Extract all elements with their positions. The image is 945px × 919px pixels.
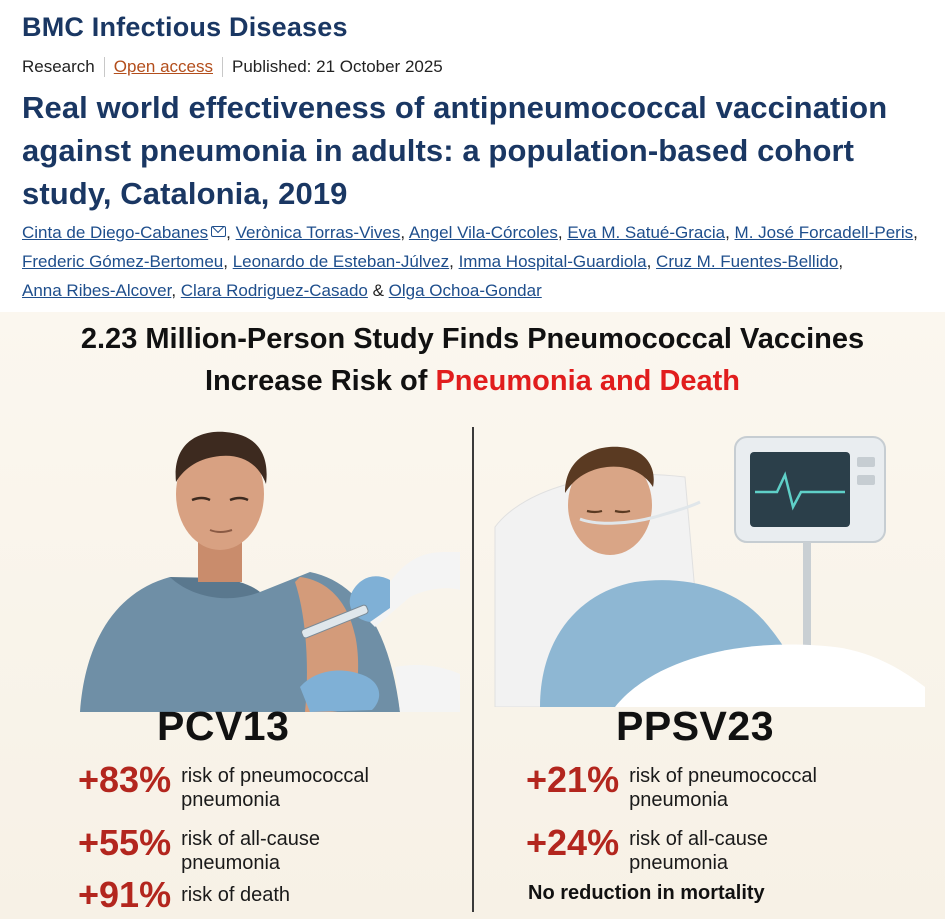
author-link[interactable]: Verònica Torras-Vives [235,223,401,242]
ppsv23-label: PPSV23 [616,703,774,749]
author-link[interactable]: Frederic Gómez-Bertomeu [22,252,224,271]
infographic-headline [0,318,945,402]
headline-highlight: Pneumonia and Death [435,365,741,397]
headline-line-2 [0,360,945,402]
stat-line: risk of pneumococcal [629,765,817,787]
stat-line: pneumonia [181,852,281,874]
stat-line: pneumonia [181,789,281,811]
author-link[interactable]: Leonardo de Esteban-Júlvez [232,252,450,271]
infographic [0,312,945,919]
pcv13-stat-2 [78,822,321,875]
pcv13-label: PCV13 [157,703,290,749]
stat-line: pneumonia [629,789,729,811]
email-icon[interactable] [211,226,226,237]
stat-line: risk of all-cause [181,828,321,850]
stat-description: risk of death [181,884,291,906]
author-link[interactable]: Olga Ochoa-Gondar [388,281,542,300]
journal-name[interactable]: BMC Infectious Diseases [22,12,348,42]
stat-description [181,763,369,812]
article-header [0,0,945,312]
headline-line-1: 2.23 Million-Person Study Finds Pneumococcal Vaccines [80,323,865,355]
author-link[interactable]: Cinta de Diego-Cabanes [22,223,209,242]
open-access-link[interactable]: Open access [113,57,213,76]
author-link[interactable]: Imma Hospital-Guardiola [458,252,647,271]
meta-divider [104,57,105,77]
author-link[interactable]: Angel Vila-Córcoles [408,223,558,242]
author-link[interactable]: M. José Forcadell-Peris [734,223,914,242]
stat-percentage: +55% [78,822,172,863]
stat-description [181,826,320,875]
stat-line: risk of pneumococcal [181,765,369,787]
author-ampersand: & [372,281,384,300]
stat-line: risk of all-cause [629,828,769,850]
vaccination-illustration [60,412,460,712]
author-list: Cinta de Diego-Cabanes , Verònica Torras-Vives, Angel Vila-Córcoles, Eva M. Satué-Gracia, M. José Forcadell-Peris, Frederic Gómez-Bertomeu, Leonardo de Esteban-Júlvez, Imma Hospital-Guardiola, Cruz M. Fuentes-Bellido, Anna Ribes-Alcover, Clara Rodriguez-Casado & Olga Ochoa-Gondar [22,223,918,300]
headline-prefix: Increase Risk of [204,365,436,397]
author-link[interactable]: Clara Rodriguez-Casado [180,281,368,300]
stat-description [629,826,768,875]
stat-percentage: +91% [78,874,172,915]
article-title: Real world effectiveness of antipneumococcal vaccination against pneumonia in adults: a population-based cohort study, Catalonia, 2019 [22,90,888,211]
vaccination-scene [60,412,460,712]
ppsv23-stat-2 [526,822,769,875]
stat-line: pneumonia [629,852,729,874]
stat-percentage: +24% [526,822,620,863]
published-date: Published: 21 October 2025 [232,57,443,76]
pcv13-stat-3 [78,874,291,915]
meta-divider [222,57,223,77]
article-type: Research [22,57,95,76]
author-link[interactable]: Eva M. Satué-Gracia [567,223,726,242]
author-link[interactable]: Cruz M. Fuentes-Bellido [656,252,839,271]
author-link[interactable]: Anna Ribes-Alcover [22,281,172,300]
pcv13-stat-1 [78,759,369,812]
mortality-note: No reduction in mortality [528,882,765,904]
article-meta [22,57,443,77]
stat-percentage: +21% [526,759,620,800]
hospital-illustration [485,407,925,707]
hospital-scene [485,407,925,707]
stat-percentage: +83% [78,759,172,800]
column-divider [472,427,474,912]
stat-description [629,763,817,812]
ppsv23-stat-1 [526,759,817,812]
